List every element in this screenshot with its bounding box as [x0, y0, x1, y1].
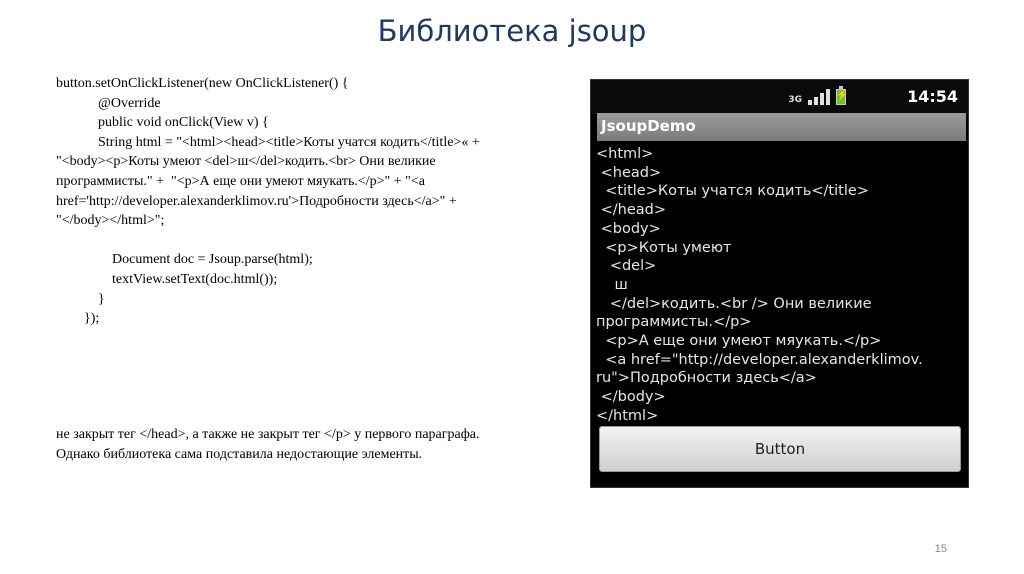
parsed-html-output: <html> <head> <title>Коты учатся кодить</title> </head> <body> <p>Коты умеют <del> ш </del>кодить.<br /> Они великие программисты.</p> <p>А еще они умеют мяукать.</p> <a href="http://developer.alexanderklimov. ru">Подробности здесь</a> </body> </html> — [596, 146, 923, 424]
battery-icon — [836, 89, 846, 105]
page-number: 15 — [934, 543, 947, 555]
phone-screenshot — [590, 79, 969, 488]
network-3g-icon: 3G — [788, 95, 802, 105]
status-bar — [591, 80, 968, 114]
slide-title: Библиотека jsoup — [377, 14, 647, 48]
app-title-bar — [597, 113, 966, 141]
explanation-note: не закрыт тег </head>, а также не закрыт тег </p> у первого параграфа. Однако библиотека сама подставила недостающие элементы. — [56, 427, 480, 462]
app-button[interactable]: Button — [599, 426, 961, 472]
status-time: 14:54 — [907, 87, 958, 106]
app-title: JsoupDemo — [601, 117, 696, 135]
status-icons — [788, 89, 846, 105]
code-snippet: button.setOnClickListener(new OnClickListener() { @Override public void onClick(View v) { String html = "<html><head><title>Коты учатся кодить</title>« + "<body><p>Коты умеют <del>ш</del>кодить.<br> Они великие программисты." + "<p>А еще они умеют мяукать.</p>" + "<a href='http://developer.alexanderklimov.ru'>Подробности здесь</a>" + "</body></html>"; Document doc = Jsoup.parse(html); textView.setText(doc.html()); } }); — [56, 76, 480, 327]
signal-icon — [808, 89, 830, 105]
